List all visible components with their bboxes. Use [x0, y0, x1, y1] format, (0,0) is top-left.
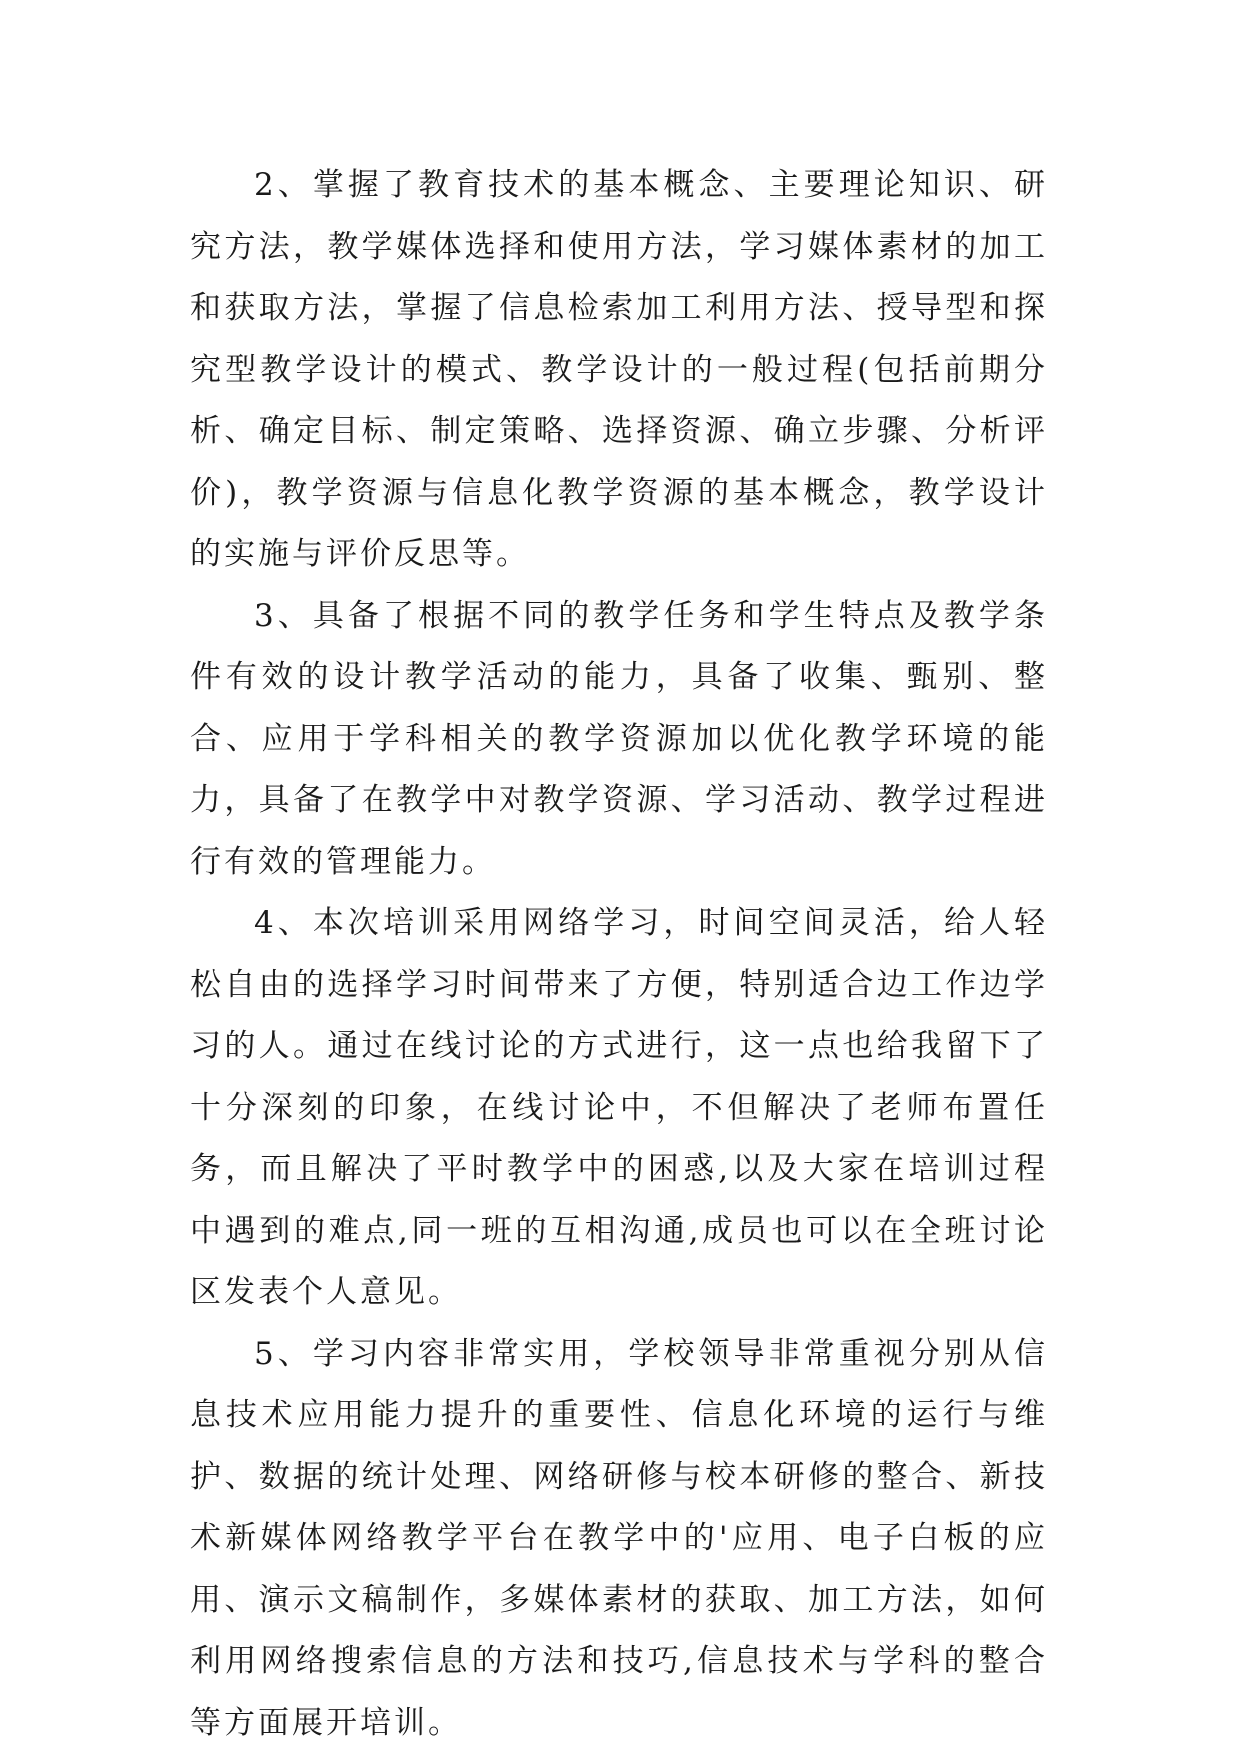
- paragraph-item-2: 2、掌握了教育技术的基本概念、主要理论知识、研究方法，教学媒体选择和使用方法，学习媒体素材的加工和获取方法，掌握了信息检索加工利用方法、授导型和探究型教学设计的模式、教学设计的一般过程(包括前期分析、确定目标、制定策略、选择资源、确立步骤、分析评价)，教学资源与信息化教学资源的基本概念，教学设计的实施与评价反思等。: [190, 167, 1048, 572]
- document-body: [190, 155, 1048, 1754]
- paragraph-item-5: 5、学习内容非常实用，学校领导非常重视分别从信息技术应用能力提升的重要性、信息化环境的运行与维护、数据的统计处理、网络研修与校本研修的整合、新技术新媒体网络教学平台在教学中的'应用、电子白板的应用、演示文稿制作，多媒体素材的获取、加工方法，如何利用网络搜索信息的方法和技巧,信息技术与学科的整合等方面展开培训。: [190, 1335, 1048, 1741]
- paragraph-item-4: 4、本次培训采用网络学习，时间空间灵活，给人轻松自由的选择学习时间带来了方便，特别适合边工作边学习的人。通过在线讨论的方式进行，这一点也给我留下了十分深刻的印象，在线讨论中，不但解决了老师布置任务，而且解决了平时教学中的困惑,以及大家在培训过程中遇到的难点,同一班的互相沟通,成员也可以在全班讨论区发表个人意见。: [190, 905, 1048, 1310]
- paragraph-item-3: 3、具备了根据不同的教学任务和学生特点及教学条件有效的设计教学活动的能力，具备了收集、甄别、整合、应用于学科相关的教学资源加以优化教学环境的能力，具备了在教学中对教学资源、学习活动、教学过程进行有效的管理能力。: [190, 597, 1048, 880]
